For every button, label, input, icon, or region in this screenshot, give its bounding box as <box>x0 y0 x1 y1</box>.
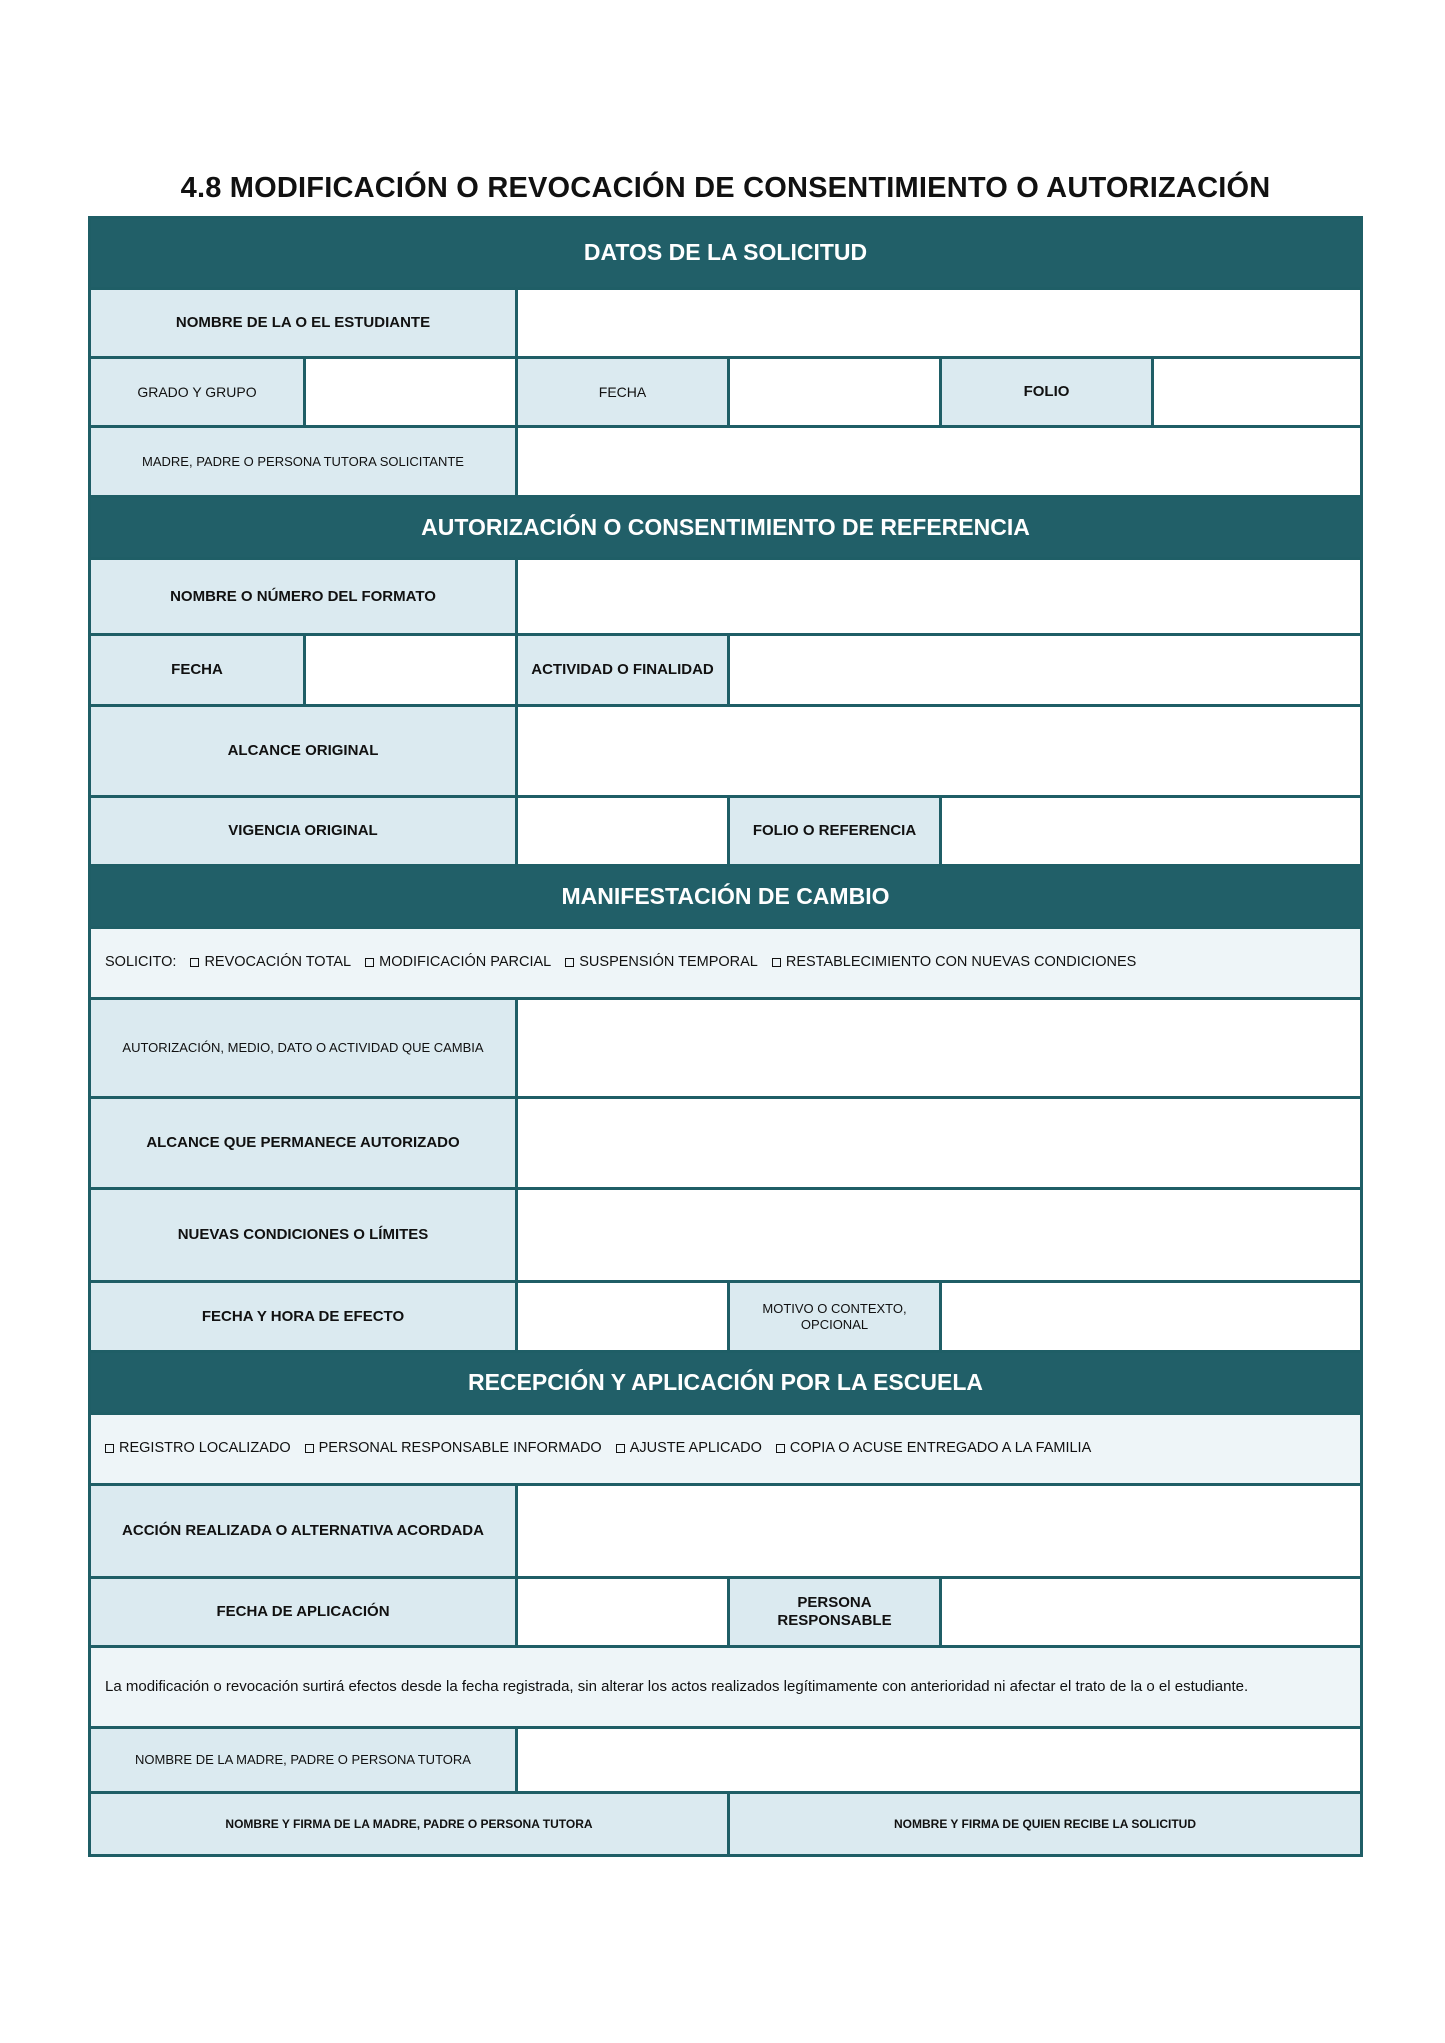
label-nuevas-condiciones: NUEVAS CONDICIONES O LÍMITES <box>91 1190 515 1280</box>
label-nombre-formato: NOMBRE O NÚMERO DEL FORMATO <box>91 560 515 633</box>
field-folio[interactable] <box>1151 359 1360 425</box>
checkbox-icon[interactable] <box>105 1444 114 1453</box>
signature-row <box>91 1791 1360 1854</box>
field-fecha-referencia[interactable] <box>303 636 515 704</box>
label-grado-grupo: GRADO Y GRUPO <box>91 359 303 425</box>
solicito-label: SOLICITO: <box>105 954 177 971</box>
form-row <box>91 425 1360 495</box>
options-row <box>91 1412 1360 1483</box>
label-accion: ACCIÓN REALIZADA O ALTERNATIVA ACORDADA <box>91 1486 515 1576</box>
note-row <box>91 1645 1360 1726</box>
section-header-datos: DATOS DE LA SOLICITUD <box>91 219 1360 287</box>
solicito-options <box>91 929 1360 997</box>
recepcion-options <box>91 1415 1360 1483</box>
option-revocacion-total[interactable]: REVOCACIÓN TOTAL <box>190 954 351 971</box>
options-row <box>91 926 1360 997</box>
label-motivo: MOTIVO O CONTEXTO, OPCIONAL <box>727 1283 939 1350</box>
form-row <box>91 557 1360 633</box>
consent-form <box>88 216 1363 1857</box>
label-vigencia-original: VIGENCIA ORIGINAL <box>91 798 515 864</box>
label-fecha: FECHA <box>515 359 727 425</box>
label-folio-referencia: FOLIO O REFERENCIA <box>727 798 939 864</box>
form-row <box>91 356 1360 425</box>
option-restablecimiento[interactable]: RESTABLECIMIENTO CON NUEVAS CONDICIONES <box>772 954 1136 971</box>
label-nombre-tutor: NOMBRE DE LA MADRE, PADRE O PERSONA TUTORA <box>91 1729 515 1791</box>
field-motivo[interactable] <box>939 1283 1360 1350</box>
label-actividad: ACTIVIDAD O FINALIDAD <box>515 636 727 704</box>
section-header-row <box>91 864 1360 926</box>
field-fecha-hora[interactable] <box>515 1283 727 1350</box>
field-vigencia-original[interactable] <box>515 798 727 864</box>
legal-note: La modificación o revocación surtirá efectos desde la fecha registrada, sin alterar los actos realizados legítimamente con anterioridad ni afectar el trato de la o el estudiante. <box>91 1648 1360 1726</box>
field-folio-referencia[interactable] <box>939 798 1360 864</box>
checkbox-icon[interactable] <box>776 1444 785 1453</box>
label-nombre-estudiante: NOMBRE DE LA O EL ESTUDIANTE <box>91 290 515 356</box>
form-row <box>91 1096 1360 1187</box>
section-header-recepcion: RECEPCIÓN Y APLICACIÓN POR LA ESCUELA <box>91 1353 1360 1412</box>
field-accion[interactable] <box>515 1486 1360 1576</box>
field-actividad[interactable] <box>727 636 1360 704</box>
option-copia-acuse[interactable]: COPIA O ACUSE ENTREGADO A LA FAMILIA <box>776 1440 1091 1457</box>
checkbox-icon[interactable] <box>305 1444 314 1453</box>
label-fecha-referencia: FECHA <box>91 636 303 704</box>
field-grado-grupo[interactable] <box>303 359 515 425</box>
form-row <box>91 1576 1360 1645</box>
checkbox-icon[interactable] <box>772 958 781 967</box>
label-alcance-permanece: ALCANCE QUE PERMANECE AUTORIZADO <box>91 1099 515 1187</box>
option-ajuste-aplicado[interactable]: AJUSTE APLICADO <box>616 1440 762 1457</box>
checkbox-icon[interactable] <box>190 958 199 967</box>
field-fecha[interactable] <box>727 359 939 425</box>
form-row <box>91 633 1360 704</box>
label-fecha-aplicacion: FECHA DE APLICACIÓN <box>91 1579 515 1645</box>
checkbox-icon[interactable] <box>616 1444 625 1453</box>
label-alcance-original: ALCANCE ORIGINAL <box>91 707 515 795</box>
page-title: 4.8 MODIFICACIÓN O REVOCACIÓN DE CONSENTIMIENTO O AUTORIZACIÓN <box>180 172 1271 204</box>
signature-recibe[interactable]: NOMBRE Y FIRMA DE QUIEN RECIBE LA SOLICITUD <box>727 1794 1360 1854</box>
section-header-row <box>91 219 1360 287</box>
form-row <box>91 1726 1360 1791</box>
form-row <box>91 795 1360 864</box>
field-nombre-estudiante[interactable] <box>515 290 1360 356</box>
signature-tutor[interactable]: NOMBRE Y FIRMA DE LA MADRE, PADRE O PERSONA TUTORA <box>91 1794 727 1854</box>
field-alcance-permanece[interactable] <box>515 1099 1360 1187</box>
field-nuevas-condiciones[interactable] <box>515 1190 1360 1280</box>
checkbox-icon[interactable] <box>365 958 374 967</box>
form-row <box>91 1483 1360 1576</box>
field-nombre-formato[interactable] <box>515 560 1360 633</box>
option-registro-localizado[interactable]: REGISTRO LOCALIZADO <box>105 1440 291 1457</box>
field-que-cambia[interactable] <box>515 1000 1360 1096</box>
field-nombre-tutor[interactable] <box>515 1729 1360 1791</box>
label-fecha-hora: FECHA Y HORA DE EFECTO <box>91 1283 515 1350</box>
form-row <box>91 997 1360 1096</box>
section-header-cambio: MANIFESTACIÓN DE CAMBIO <box>91 867 1360 926</box>
field-solicitante[interactable] <box>515 428 1360 495</box>
form-row <box>91 704 1360 795</box>
field-alcance-original[interactable] <box>515 707 1360 795</box>
form-row <box>91 1187 1360 1280</box>
label-persona-responsable: PERSONA RESPONSABLE <box>727 1579 939 1645</box>
field-fecha-aplicacion[interactable] <box>515 1579 727 1645</box>
option-suspension-temporal[interactable]: SUSPENSIÓN TEMPORAL <box>565 954 758 971</box>
section-header-row <box>91 1350 1360 1412</box>
label-solicitante: MADRE, PADRE O PERSONA TUTORA SOLICITANTE <box>91 428 515 495</box>
form-row <box>91 287 1360 356</box>
option-modificacion-parcial[interactable]: MODIFICACIÓN PARCIAL <box>365 954 551 971</box>
label-que-cambia: AUTORIZACIÓN, MEDIO, DATO O ACTIVIDAD QUE CAMBIA <box>91 1000 515 1096</box>
form-row <box>91 1280 1360 1350</box>
option-personal-informado[interactable]: PERSONAL RESPONSABLE INFORMADO <box>305 1440 602 1457</box>
checkbox-icon[interactable] <box>565 958 574 967</box>
section-header-row <box>91 495 1360 557</box>
label-folio: FOLIO <box>939 359 1151 425</box>
section-header-referencia: AUTORIZACIÓN O CONSENTIMIENTO DE REFERENCIA <box>91 498 1360 557</box>
field-persona-responsable[interactable] <box>939 1579 1360 1645</box>
